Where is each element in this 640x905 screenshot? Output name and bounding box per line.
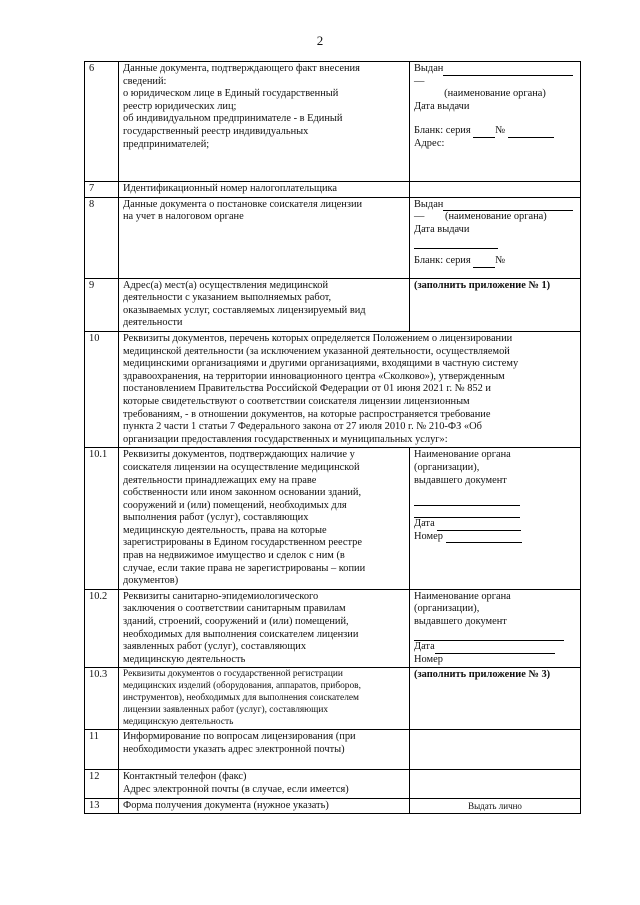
label-line: оказываемых услуг, составляемых лицензируемый вид [123, 304, 366, 316]
issued-by-label: Выдан [414, 198, 444, 210]
label-line: выполнения работ (услуг), составляющих [123, 512, 309, 524]
application-form-table [84, 61, 581, 814]
delivery-option[interactable]: Выдать лично [410, 798, 581, 814]
row-label [119, 668, 410, 730]
row-label: Форма получения документа (нужное указать) [119, 798, 410, 814]
label-line: которые свидетельствуют о соответствии соискателя лицензии лицензионным [123, 395, 470, 407]
label-line: на учет в налоговом органе [123, 211, 244, 223]
table-row [85, 62, 581, 182]
label-line: пункта 2 части 1 статьи 7 Федерального закона от 27 июля 2010 г. № 210-ФЗ «Об [123, 421, 482, 433]
row-number: 12 [85, 770, 119, 798]
form-no-label: № [495, 125, 506, 137]
label-line: медицинских изделий (оборудования, аппаратов, приборов, [123, 681, 361, 692]
row-number: 10 [85, 331, 119, 447]
row-label [119, 278, 410, 331]
label-line: деятельности с указанием выполняемых работ, [123, 292, 332, 304]
row-value [410, 448, 581, 590]
label-line: об индивидуальном предпринимателе - в Единый [123, 113, 343, 125]
label-line: необходимости указать адрес электронной почты) [123, 743, 345, 755]
issued-by-field[interactable] [443, 201, 573, 211]
org-label: Наименование органа (организации), [414, 449, 511, 473]
issued-by-field[interactable] [443, 66, 573, 76]
label-line: Адрес(а) мест(а) осуществления медицинской [123, 279, 329, 291]
label-line: Реквизиты документов о государственной регистрации [123, 669, 343, 680]
row-number: 13 [85, 798, 119, 814]
label-line: предпринимателей; [123, 138, 210, 150]
issue-date-label: Дата выдачи [414, 100, 470, 112]
row-label [119, 448, 410, 590]
label-line: Реквизиты документов, подтверждающих наличие у [123, 449, 355, 461]
table-row [85, 182, 581, 198]
label-line: Адрес электронной почты (в случае, если имеется) [123, 783, 349, 795]
issue-date-field[interactable] [414, 239, 498, 249]
label-line: Информирование по вопросам лицензирования (при [123, 731, 356, 743]
number-label: Номер [414, 530, 443, 542]
label-line: Контактный телефон (факс) [123, 771, 247, 783]
label-line: сведений: [123, 75, 167, 87]
form-series-label: Бланк: серия [414, 254, 471, 266]
label-line: деятельности принадлежащих ему на праве [123, 474, 317, 486]
label-line: сооружений и (или) помещений, необходимых для [123, 499, 347, 511]
date-label: Дата [414, 641, 435, 653]
label-line: необходимых для выполнения соискателем лицензии [123, 628, 359, 640]
form-series-field[interactable] [473, 258, 495, 268]
row-value: (заполнить приложение № 3) [410, 668, 581, 730]
label-line: собственности или ином законном основании зданий, [123, 487, 362, 499]
dash: — [414, 75, 425, 87]
row-value [410, 589, 581, 668]
org-name-hint: (наименование органа) [445, 211, 547, 223]
label-line: медицинскую деятельность [123, 653, 246, 665]
table-row [85, 197, 581, 278]
dash: — [414, 211, 425, 223]
row-number: 10.2 [85, 589, 119, 668]
label-line: реестр юридических лиц; [123, 100, 237, 112]
row-number: 10.1 [85, 448, 119, 590]
date-field[interactable] [437, 521, 521, 531]
table-row [85, 770, 581, 798]
form-series-field[interactable] [473, 128, 495, 138]
page-number: 2 [316, 33, 324, 48]
row-value[interactable] [410, 770, 581, 798]
label-line: медицинскими организациями и другими организациями, входящими в частную систему [123, 358, 519, 370]
label-line: здравоохранения, на территории инновационного центра «Сколково»), утвержденным [123, 370, 505, 382]
row-number: 7 [85, 182, 119, 198]
org-name-hint: (наименование органа) [444, 88, 546, 100]
label-line: постановлением Правительства Российской Федерации от 01 июня 2021 г. № 852 и [123, 383, 491, 395]
label-line: прав на недвижимое имущество и сделок с ним (в [123, 550, 345, 562]
row-label [119, 197, 410, 278]
table-row [85, 331, 581, 447]
issue-date-label: Дата выдачи [414, 223, 470, 235]
table-row [85, 278, 581, 331]
label-line: заявленных работ (услуг), составляющих [123, 641, 307, 653]
label-line: медицинскую деятельность, права на которые [123, 524, 327, 536]
table-row [85, 798, 581, 814]
label-line: случае, если такие права не зарегистрированы – копии [123, 562, 366, 574]
table-row [85, 448, 581, 590]
org-field[interactable] [414, 631, 564, 641]
row-number: 8 [85, 197, 119, 278]
table-row [85, 589, 581, 668]
row-label [119, 589, 410, 668]
address-label: Адрес: [414, 137, 445, 149]
label-line: зданий, строений, сооружений и (или) помещений, [123, 616, 349, 628]
row-label [119, 331, 581, 447]
row-number: 11 [85, 730, 119, 770]
org-field-2[interactable] [414, 508, 520, 518]
label-line: медицинской деятельности (за исключением указанной деятельности, осуществляемой [123, 345, 510, 357]
label-line: Данные документа о постановке соискателя лицензии [123, 198, 363, 210]
row-number: 9 [85, 278, 119, 331]
table-row [85, 668, 581, 730]
form-no-field[interactable] [508, 128, 554, 138]
form-series-label: Бланк: серия [414, 125, 471, 137]
label-line: деятельности [123, 317, 183, 329]
label-line: заключения о соответствии санитарным правилам [123, 603, 346, 615]
row-label [119, 770, 410, 798]
org-label-2: выдавшего документ [414, 616, 507, 628]
form-no-label: № [495, 254, 506, 266]
label-line: государственный реестр индивидуальных [123, 125, 309, 137]
date-field[interactable] [435, 644, 555, 654]
label-line: организации предоставления государственных и муниципальных услуг»: [123, 433, 448, 445]
date-label: Дата [414, 518, 435, 530]
label-line: Данные документа, подтверждающего факт внесения [123, 63, 360, 74]
issued-by-label: Выдан [414, 63, 444, 74]
label-line: документов) [123, 575, 179, 587]
org-field[interactable] [414, 496, 520, 506]
number-field[interactable] [446, 533, 522, 543]
row-number: 10.3 [85, 668, 119, 730]
org-label-2: выдавшего документ [414, 474, 507, 486]
label-line: лицензии заявленных работ (услуг), составляющих [123, 704, 329, 715]
row-value [410, 197, 581, 278]
label-line: инструментов), необходимых для выполнения соискателем [123, 693, 359, 703]
table-row [85, 730, 581, 770]
label-line: Реквизиты санитарно-эпидемиологического [123, 590, 319, 602]
label-line: зарегистрированы в Едином государственном реестре [123, 537, 362, 549]
label-line: Реквизиты документов, перечень которых определяется Положением о лицензировании [123, 332, 513, 344]
row-value: (заполнить приложение № 1) [410, 278, 581, 331]
row-number: 6 [85, 62, 119, 182]
label-line: требованиям, - в отношении документов, на которые распространяется требование [123, 408, 491, 420]
row-label: Идентификационный номер налогоплательщика [119, 182, 410, 198]
row-label [119, 730, 410, 770]
row-value[interactable] [410, 730, 581, 770]
label-line: о юридическом лице в Единый государственный [123, 88, 339, 100]
row-value [410, 62, 581, 182]
label-line: соискателя лицензии на осуществление медицинской [123, 461, 360, 473]
row-label [119, 62, 410, 182]
number-label: Номер [414, 653, 443, 665]
row-value[interactable] [410, 182, 581, 198]
label-line: медицинскую деятельность [123, 716, 234, 727]
org-label: Наименование органа (организации), [414, 590, 511, 615]
